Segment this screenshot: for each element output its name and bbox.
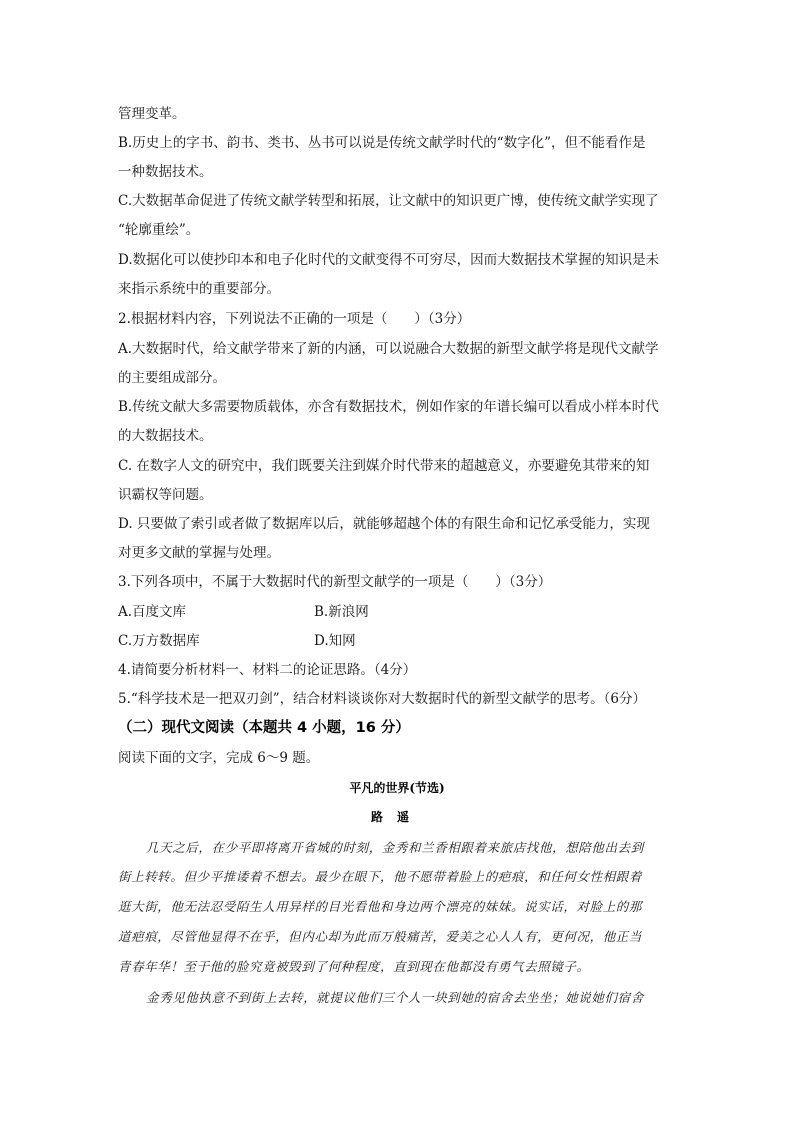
q3-option-b: B.新浪网 — [314, 604, 369, 620]
q2-option-a-line: A.大数据时代，给文献学带来了新的内涵，可以说融合大数据的新型文献学将是现代文献学 — [118, 341, 659, 357]
section-instruction: 阅读下面的文字，完成 6～9 题。 — [118, 750, 320, 766]
q1-option-d-line: D.数据化可以使抄印本和电子化时代的文献变得不可穷尽，因而大数据技术掌握的知识是未 — [118, 252, 660, 268]
q2-option-c-line: C. 在数字人文的研究中，我们既要关注到媒介时代带来的超越意义，亦要避免其带来的知 — [118, 458, 650, 474]
story-paragraph-line: 青春年华！至于他的脸究竟被毁到了何种程度，直到现在他都没有勇气去照镜子。 — [118, 959, 590, 974]
q1-text-line: 管理变革。 — [118, 106, 186, 122]
story-author: 路遥 — [370, 810, 423, 824]
q3-option-d: D.知网 — [314, 633, 356, 649]
q2-option-b-line: B.传统文献大多需要物质载体，亦含有数据技术，例如作家的年谱长编可以看成小样本时代 — [118, 399, 659, 415]
story-paragraph-line: 金秀见他执意不到街上去转，就提议他们三个人一块到她的宿舍去坐坐；她说她们宿舍 — [146, 990, 644, 1005]
q2-option-d-line: D. 只要做了索引或者做了数据库以后，就能够超越个体的有限生命和记忆承受能力，实现 — [118, 516, 650, 532]
story-paragraph-line: 道疤痕，尽管他显得不在乎，但内心却为此而万般痛苦，爱美之心人人有，更何况，他正当 — [118, 929, 643, 944]
section-heading: （二）现代文阅读（本题共 4 小题，16 分） — [118, 720, 410, 736]
q5-stem: 5.“科学技术是一把双刃剑”，结合材料谈谈你对大数据时代的新型文献学的思考。（6分） — [118, 691, 647, 707]
story-paragraph-line: 街上转转。但少平推诿着不想去。最少在眼下，他不愿带着脸上的疤痕，和任何女性相跟着 — [118, 869, 643, 884]
story-paragraph-line: 逛大街，他无法忍受陌生人用异样的目光看他和身边两个漂亮的妹妹。说实话，对脸上的那 — [118, 899, 643, 914]
q1-option-d-line: 来指示系统中的重要部分。 — [118, 281, 280, 297]
q4-stem: 4.请简要分析材料一、材料二的论证思路。（4分） — [118, 662, 417, 678]
story-title: 平凡的世界(节选) — [349, 781, 445, 795]
story-paragraph-line: 几天之后，在少平即将离开省城的时刻，金秀和兰香相跟着来旅店找他，想陪他出去到 — [146, 840, 644, 855]
q3-option-a: A.百度文库 — [118, 604, 187, 620]
q1-option-b-line: 一种数据技术。 — [118, 164, 213, 180]
q2-option-a-line: 的主要组成部分。 — [118, 370, 226, 386]
q1-option-c-line: “轮廓重绘”。 — [118, 222, 200, 238]
q2-option-d-line: 对更多文献的掌握与处理。 — [118, 545, 280, 561]
q3-option-c: C.万方数据库 — [118, 633, 200, 649]
q1-option-c-line: C.大数据革命促进了传统文献学转型和拓展，让文献中的知识更广博，使传统文献学实现了 — [118, 193, 659, 209]
q2-option-b-line: 的大数据技术。 — [118, 428, 213, 444]
q2-option-c-line: 识霸权等问题。 — [118, 487, 213, 503]
q2-stem: 2.根据材料内容，下列说法不正确的一项是（ ）（3分） — [118, 311, 471, 327]
q1-option-b-line: B.历史上的字书、韵书、类书、丛书可以说是传统文献学时代的“数字化”，但不能看作是 — [118, 135, 646, 151]
q3-stem: 3.下列各项中，不属于大数据时代的新型文献学的一项是（ ）（3分） — [118, 574, 552, 590]
